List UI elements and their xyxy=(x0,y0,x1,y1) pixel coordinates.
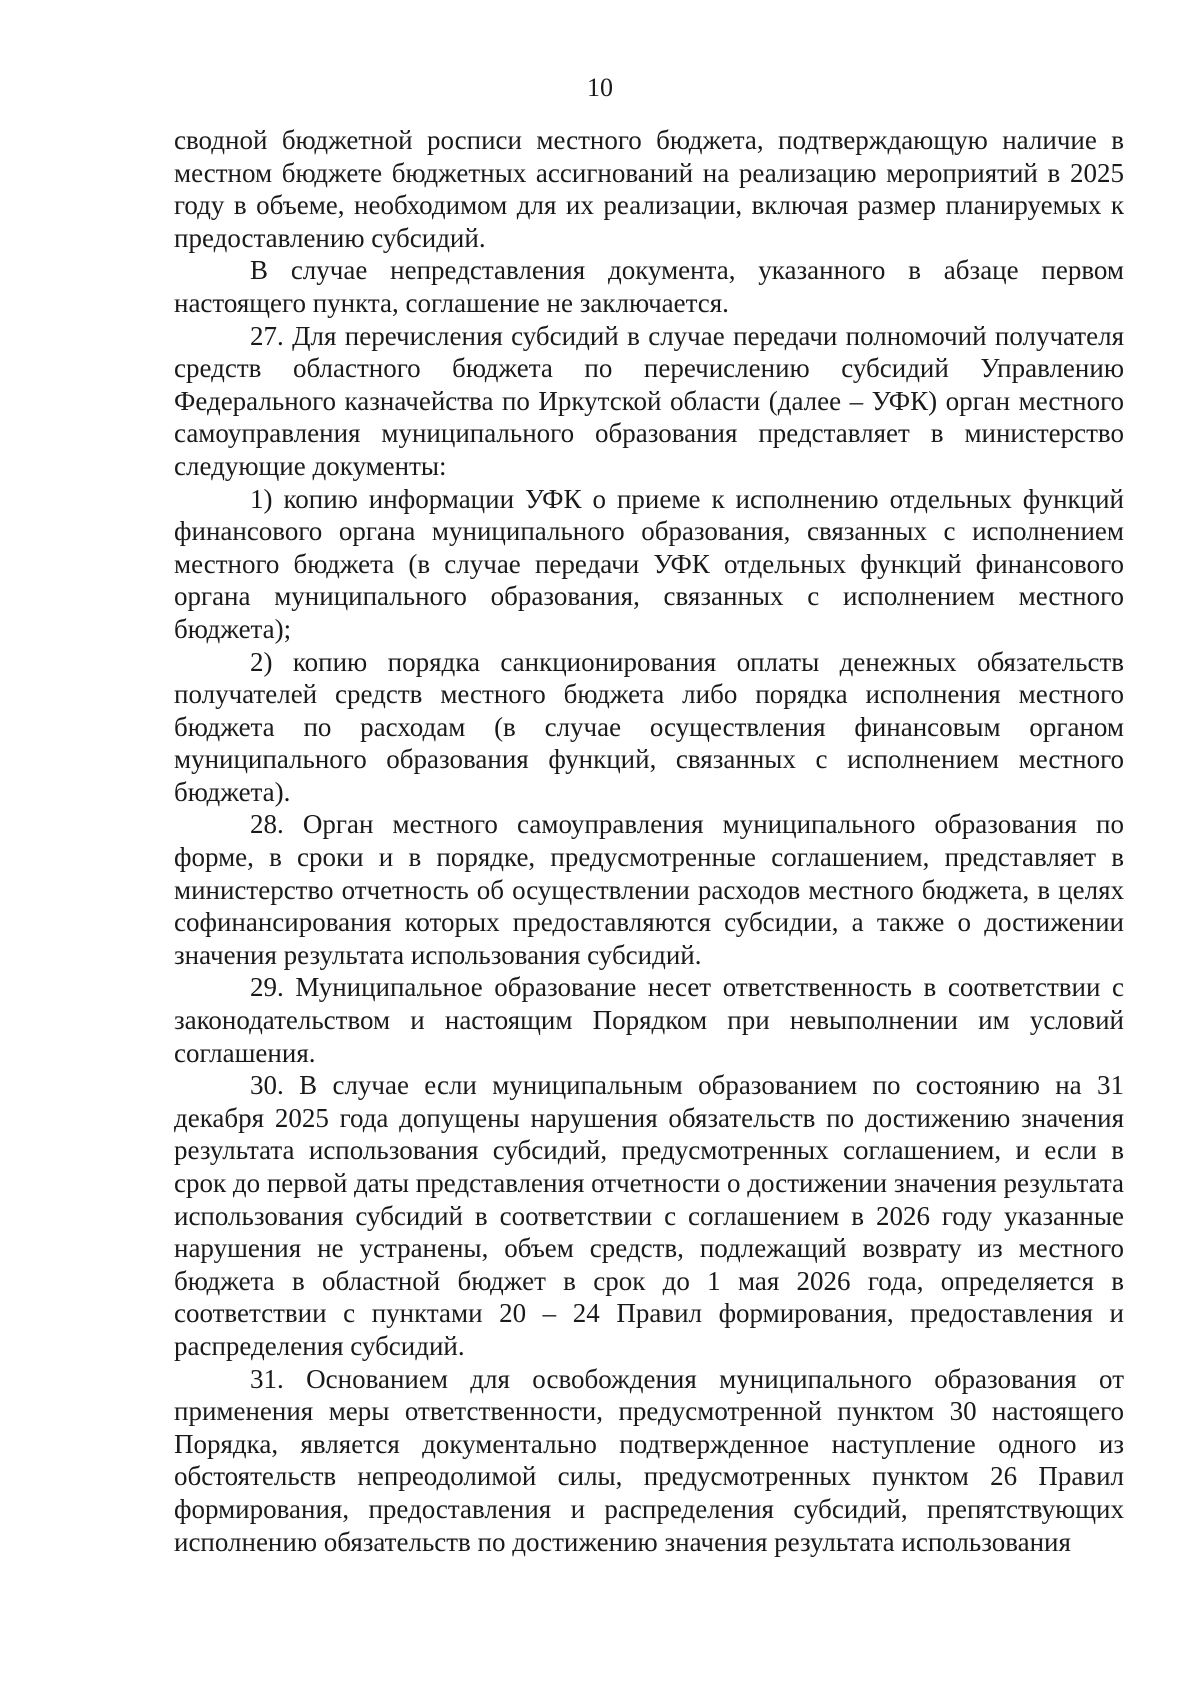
paragraph: 1) копию информации УФК о приеме к исполнению отдельных функций финансового органа муниципального образования, связанных с исполнением местного бюджета (в случае передачи УФК отдельных функций финансового органа муниципального образования, связанных с исполнением местного бюджета); xyxy=(174,483,1124,644)
paragraph: 30. В случае если муниципальным образованием по состоянию на 31 декабря 2025 года допущены нарушения обязательств по достижению значения результата использования субсидий, предусмотренных соглашением, и если в срок до первой даты представления отчетности о достижении значения результата использования субсидий в соответствии с соглашением в 2026 году указанные нарушения не устранены, объем средств, подлежащий возврату из местного бюджета в областной бюджет в срок до 1 мая 2026 года, определяется в соответствии с пунктами 20 – 24 Правил формирования, предоставления и распределения субсидий. xyxy=(174,1070,1124,1361)
paragraph: В случае непредставления документа, указанного в абзаце первом настоящего пункта, соглашение не заключается. xyxy=(174,255,1124,318)
paragraph: 29. Муниципальное образование несет ответственность в соответствии с законодательством и настоящим Порядком при невыполнении им условий соглашения. xyxy=(174,972,1124,1068)
document-body xyxy=(174,124,1124,1558)
page-number: 10 xyxy=(587,73,613,102)
paragraph: 31. Основанием для освобождения муниципального образования от применения меры ответственности, предусмотренной пунктом 30 настоящего Порядка, является документально подтвержденное наступление одного из обстоятельств непреодолимой силы, предусмотренных пунктом 26 Правил формирования, предоставления и распределения субсидий, препятствующих исполнению обязательств по достижению значения результата использования xyxy=(174,1363,1124,1557)
paragraph: 2) копию порядка санкционирования оплаты денежных обязательств получателей средств местного бюджета либо порядка исполнения местного бюджета по расходам (в случае осуществления финансовым органом муниципального образования функций, связанных с исполнением местного бюджета). xyxy=(174,646,1124,807)
paragraph: сводной бюджетной росписи местного бюджета, подтверждающую наличие в местном бюджете бюджетных ассигнований на реализацию мероприятий в 2025 году в объеме, необходимом для их реализации, включая размер планируемых к предоставлению субсидий. xyxy=(174,125,1124,253)
paragraph: 28. Орган местного самоуправления муниципального образования по форме, в сроки и в порядке, предусмотренные соглашением, представляет в министерство отчетность об осуществлении расходов местного бюджета, в целях софинансирования которых предоставляются субсидии, а также о достижении значения результата использования субсидий. xyxy=(174,809,1124,970)
paragraph: 27. Для перечисления субсидий в случае передачи полномочий получателя средств областного бюджета по перечислению субсидий Управлению Федерального казначейства по Иркутской области (далее – УФК) орган местного самоуправления муниципального образования представляет в министерство следующие документы: xyxy=(174,320,1124,481)
